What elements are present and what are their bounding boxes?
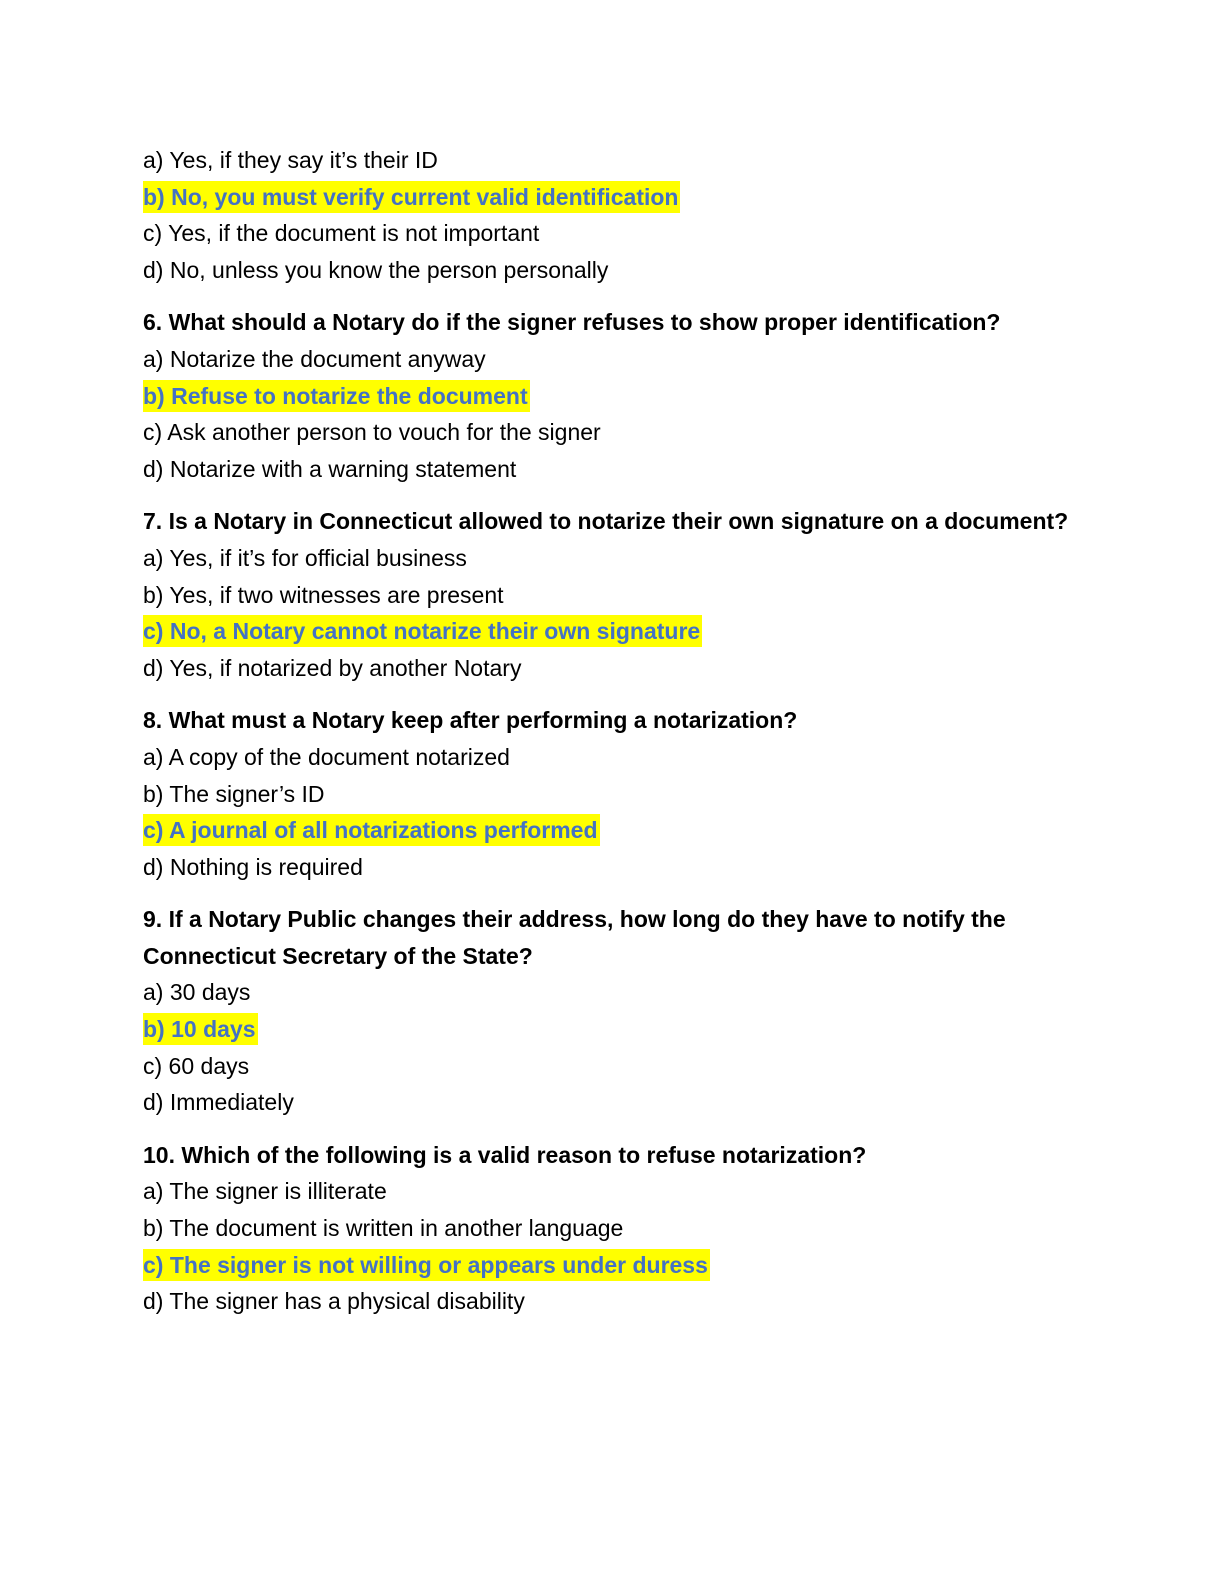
q10-option-a: a) The signer is illiterate	[143, 1178, 387, 1205]
q5-answer-highlight: b) No, you must verify current valid identification	[143, 181, 680, 213]
q6-option-a: a) Notarize the document anyway	[143, 345, 486, 372]
q6-answer-highlight: b) Refuse to notarize the document	[143, 380, 530, 412]
q6-option-b-correct	[143, 378, 1083, 415]
q10-option-b: b) The document is written in another language	[143, 1215, 624, 1242]
q7-option-a: a) Yes, if it’s for official business	[143, 544, 467, 571]
q8-option-c-correct	[143, 812, 1083, 849]
question-10	[143, 1137, 1083, 1320]
q10-answer-highlight: c) The signer is not willing or appears under duress	[143, 1249, 710, 1281]
q10-option-d: d) The signer has a physical disability	[143, 1288, 525, 1315]
q9-answer-highlight: b) 10 days	[143, 1013, 258, 1045]
q7-option-c-correct	[143, 613, 1083, 650]
q7-question-text: 7. Is a Notary in Connecticut allowed to notarize their own signature on a document?	[143, 508, 1069, 535]
q9-option-d: d) Immediately	[143, 1089, 294, 1116]
q8-option-b: b) The signer’s ID	[143, 780, 325, 807]
q9-option-c: c) 60 days	[143, 1052, 250, 1079]
question-6	[143, 304, 1083, 487]
q6-question-text: 6. What should a Notary do if the signer refuses to show proper identification?	[143, 309, 1001, 336]
q7-option-b: b) Yes, if two witnesses are present	[143, 581, 504, 608]
question-7	[143, 503, 1083, 686]
question-8	[143, 702, 1083, 885]
document-page	[143, 142, 1083, 1320]
q9-option-a: a) 30 days	[143, 979, 251, 1006]
q7-answer-highlight: c) No, a Notary cannot notarize their own signature	[143, 615, 702, 647]
q8-option-d: d) Nothing is required	[143, 853, 363, 880]
q10-option-c-correct	[143, 1247, 1083, 1284]
q9-option-b-correct	[143, 1011, 1083, 1048]
q5-option-b-correct	[143, 179, 1083, 216]
q8-question-text: 8. What must a Notary keep after performing a notarization?	[143, 707, 798, 734]
q9-question-text: 9. If a Notary Public changes their address, how long do they have to notify the Connecticut Secretary of the State?	[143, 906, 1006, 969]
question-9	[143, 901, 1083, 1121]
q6-option-d: d) Notarize with a warning statement	[143, 455, 517, 482]
q8-option-a: a) A copy of the document notarized	[143, 743, 510, 770]
q5-option-c: c) Yes, if the document is not important	[143, 220, 540, 247]
q5-option-d: d) No, unless you know the person personally	[143, 256, 609, 283]
q5-option-a: a) Yes, if they say it’s their ID	[143, 147, 438, 173]
q8-answer-highlight: c) A journal of all notarizations performed	[143, 814, 600, 846]
q10-question-text: 10. Which of the following is a valid reason to refuse notarization?	[143, 1141, 867, 1168]
q6-option-c: c) Ask another person to vouch for the signer	[143, 419, 601, 446]
question-5-options	[143, 142, 1083, 288]
q7-option-d: d) Yes, if notarized by another Notary	[143, 654, 522, 681]
